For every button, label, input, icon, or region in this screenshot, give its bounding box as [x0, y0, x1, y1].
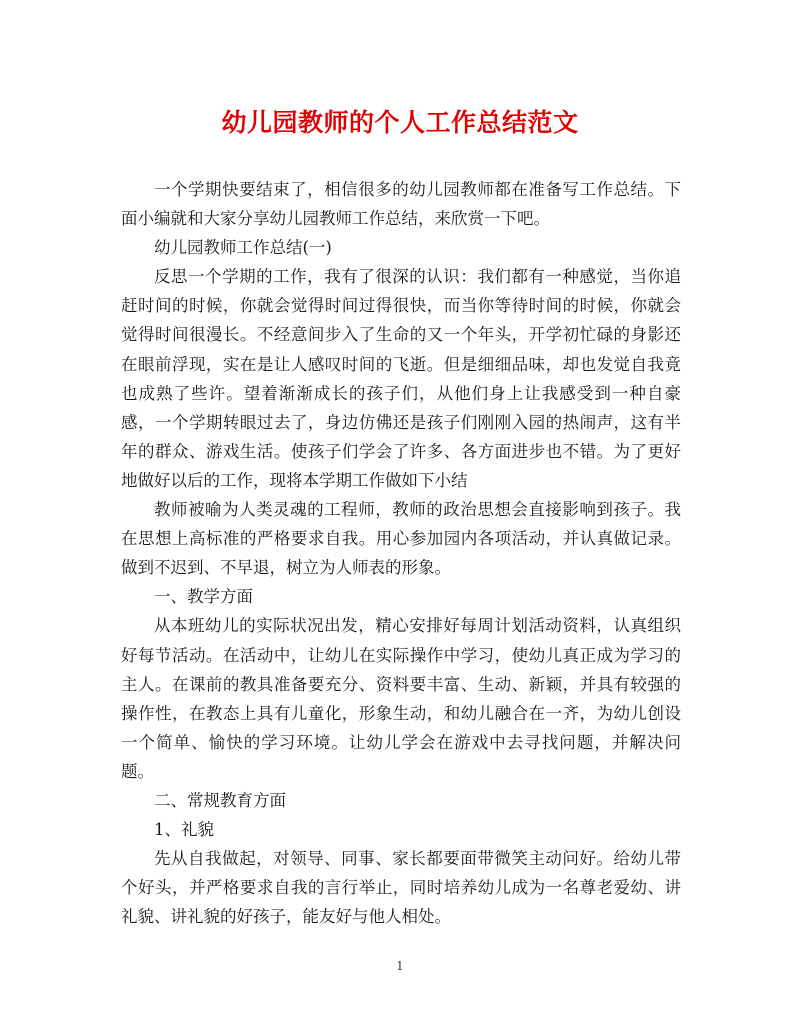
document-title: 幼儿园教师的个人工作总结范文: [221, 108, 579, 137]
section-heading-routine: 二、常规教育方面: [154, 790, 286, 810]
paragraph-reflection: 反思一个学期的工作，我有了很深的认识：我们都有一种感觉，当你追赶时间的时候，你就会觉得时间过得很快，而当你等待时间的时候，你就会觉得时间很漫长。不经意间步入了生命的又一个年头，开学初忙碌的身影还在眼前浮现，实在是让人感叹时间的飞逝。但是细细品味，却也发觉自我竟也成熟了些许。望着渐渐成长的孩子们，从他们身上让我感受到一种自豪感，一个学期转眼过去了，身边仿佛还是孩子们刚刚入园的热闹声，这有半年的群众、游戏生活。使孩子们学会了许多、各方面进步也不错。为了更好地做好以后的工作，现将本学期工作做如下小结: [121, 267, 681, 490]
document-body: [121, 175, 681, 931]
page-number: 1: [396, 959, 404, 973]
paragraph-teacher-role: 教师被喻为人类灵魂的工程师，教师的政治思想会直接影响到孩子。我在思想上高标准的严格要求自我。用心参加园内各项活动，并认真做记录。做到不迟到、不早退，树立为人师表的形象。: [121, 500, 681, 578]
paragraph-intro: 一个学期快要结束了，相信很多的幼儿园教师都在准备写工作总结。下面小编就和大家分享幼儿园教师工作总结，来欣赏一下吧。: [121, 180, 681, 229]
subheading-manners: 1、礼貌: [154, 820, 214, 840]
section-heading-summary-1: 幼儿园教师工作总结(一): [154, 238, 332, 258]
paragraph-manners: 先从自我做起，对领导、同事、家长都要面带微笑主动问好。给幼儿带个好头，并严格要求自我的言行举止，同时培养幼儿成为一名尊老爱幼、讲礼貌、讲礼貌的好孩子，能友好与他人相处。: [121, 849, 681, 927]
section-heading-teaching: 一、教学方面: [154, 587, 253, 607]
paragraph-teaching: 从本班幼儿的实际状况出发，精心安排好每周计划活动资料，认真组织好每节活动。在活动中，让幼儿在实际操作中学习，使幼儿真正成为学习的主人。在课前的教具准备要充分、资料要丰富、生动、新颖，并具有较强的操作性，在教态上具有儿童化，形象生动，和幼儿融合在一齐，为幼儿创设一个简单、愉快的学习环境。让幼儿学会在游戏中去寻找问题，并解决问题。: [121, 616, 681, 781]
